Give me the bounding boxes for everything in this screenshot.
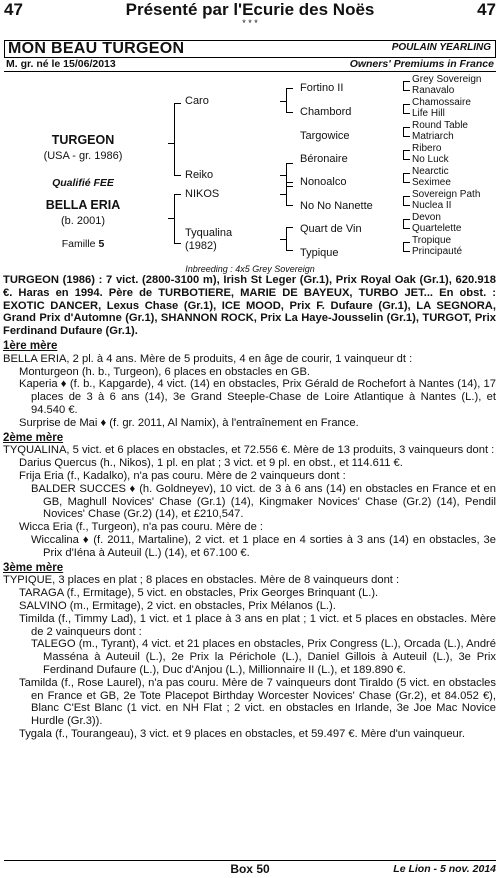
g4-name: Ribero <box>412 143 442 154</box>
g4-name: Quartelette <box>412 223 462 234</box>
g2-name: Caro <box>185 95 209 107</box>
g3-name: Chambord <box>300 106 352 118</box>
bracket <box>403 242 404 252</box>
horse-birth: M. gr. né le 15/06/2013 <box>6 58 116 70</box>
section-heading-2: 2ème mère <box>3 431 64 444</box>
bracket <box>174 194 175 244</box>
bracket <box>403 173 404 183</box>
bracket <box>403 81 404 91</box>
g4-name: Grey Sovereign <box>412 74 482 85</box>
g4-name: Principauté <box>412 246 463 257</box>
bracket <box>286 182 287 206</box>
sire-name: TURGEON <box>51 133 115 147</box>
bracket <box>403 104 404 114</box>
g4-name: Devon <box>412 212 441 223</box>
dam-origin: (b. 2001) <box>60 215 106 227</box>
g4-name: Matriarch <box>412 131 454 142</box>
page-number-right: 47 <box>477 0 496 19</box>
dam-line: TYPIQUE, 3 places en plat ; 8 places en obstacles. Mère de 8 vainqueurs dont : <box>3 574 400 587</box>
bracket <box>286 227 287 251</box>
g3-name: Béronaire <box>300 153 348 165</box>
produce-line: Wiccalina ♦ (f. 2011, Martaline), 2 vict. et 1 place en 4 sorties à 3 ans (14) en obstacles, 3e Prix d'Iéna à Auteuil (L.) (14), et 67.100 €. <box>31 533 496 559</box>
produce-line: TALEGO (m., Tyrant), 4 vict. et 21 places en obstacles, Prix Congress (L.), Orcada (L.), André Masséna à Auteuil (L.), 2e Prix la Périchole (L.), Daniel Gillois à Auteuil (L.), 3e Prix Ferdinand Dufaure (L.), Duc d'Anjou (L.), Millionnaire II (L.), et 189.890 €. <box>31 638 496 676</box>
g4-name: Nuclea II <box>412 200 452 211</box>
produce-line: Tamilda (f., Rose Laurel), n'a pas couru. Mère de 7 vainqueurs dont Tiraldo (5 vict. en obstacles en France et GB, 2e Tote Placepot Birthday Worcester Novices' Chase (Gr.2), et 84.052 €), Blanc C'Est Blanc (1 vict. en NH Flat ; 2 vict. en obstacles en Irlande, 3e Joe Mac Novice Hurdle (Gr.3)). <box>19 676 496 728</box>
horse-category: POULAIN YEARLING <box>391 42 491 53</box>
catalogue-text <box>3 274 496 741</box>
produce-line: TARAGA (f., Ermitage), 5 vict. en obstacles, Prix Georges Brinquant (L.). <box>19 587 379 600</box>
g3-name: Fortino II <box>300 82 344 94</box>
g2-year: (1982) <box>185 240 217 252</box>
owners-premiums: Owners' Premiums in France <box>349 58 494 70</box>
g4-name: Chamossaire <box>412 97 471 108</box>
sire-paragraph: TURGEON (1986) : 7 vict. (2800-3100 m), Irish St Leger (Gr.1), Prix Royal Oak (Gr.1), 620.918 €. Haras en 1994. Père de TURBOTIERE, MARIE DE BAYEUX, TURBO JET... En obst. : EXOTIC DANCER, Lexus Chase (Gr.1), ICE MOOD, Prix F. Dufaure (Gr.1), LA SEGNORA, Grand Prix d'Automne (Gr.1), SHANNON ROCK, Prix La Haye-Jousselin (Gr.1), TURGOT, Prix Ferdinand Dufaure (Gr.1). <box>3 274 496 338</box>
g4-name: Round Table <box>412 120 468 131</box>
produce-line: Wicca Eria (f., Turgeon), n'a pas couru. Mère de : <box>19 521 264 534</box>
g3-name: Targowice <box>300 130 350 142</box>
g4-name: Sovereign Path <box>412 189 481 200</box>
produce-line: Darius Quercus (h., Nikos), 1 pl. en plat ; 3 vict. et 9 pl. en obst., et 114.611 €. <box>19 457 403 470</box>
g4-name: Nearctic <box>412 166 449 177</box>
produce-line: Surprise de Mai ♦ (f. gr. 2011, Al Namix), à l'entraînement en France. <box>19 416 359 429</box>
sire-origin: (USA - gr. 1986) <box>43 150 123 162</box>
g4-name: No Luck <box>412 154 449 165</box>
g4-name: Tropique <box>412 235 452 246</box>
g4-name: Life Hill <box>412 108 445 119</box>
produce-line: Kaperia ♦ (f. b., Kapgarde), 4 vict. (14) en obstacles, Prix Gérald de Rochefort à Nantes (14), 17 places de 3 à 6 ans (14), 3e Grand Steeple-Chase de Loire Atlantique à Nantes (L.), et 94.540 €. <box>19 378 496 416</box>
horse-name: MON BEAU TURGEON <box>8 40 185 57</box>
g2-name: Tyqualina <box>185 227 233 239</box>
produce-line: SALVINO (m., Ermitage), 2 vict. en obstacles, Prix Mélanos (L.). <box>19 599 336 612</box>
inbreeding-note: Inbreeding : 4x5 Grey Sovereign <box>185 264 315 274</box>
g2-name: NIKOS <box>185 188 220 200</box>
g3-name: Nonoalco <box>300 176 347 188</box>
section-heading-1: 1ère mère <box>3 339 58 352</box>
header-stars: * * * <box>242 18 258 28</box>
sire-note: Qualifié FEE <box>52 177 114 189</box>
produce-line: BALDER SUCCES ♦ (h. Goldneyev), 10 vict. de 3 à 6 ans (14) en obstacles en France et en GB, Maghull Novices' Chase (Gr.1) (14), Kingmaker Novices' Chase (Gr.2) (14), Pendil Novices' Chase (Gr.2) (14), et £210,547. <box>31 482 496 521</box>
produce-line: Frija Eria (f., Kadalko), n'a pas couru. Mère de 2 vainqueurs dont : <box>19 469 346 482</box>
bracket <box>174 103 175 176</box>
g3-name: Typique <box>300 247 339 259</box>
dam-line: BELLA ERIA, 2 pl. à 4 ans. Mère de 5 produits, 4 en âge de courir, 1 vainqueur dt : <box>3 352 413 365</box>
bracket <box>403 127 404 137</box>
produce-line: Timilda (f., Timmy Lad), 1 vict. et 1 place à 3 ans en plat ; 1 vict. et 5 places en obstacles. Mère de 2 vainqueurs dont : <box>19 612 496 638</box>
dam-line: TYQUALINA, 5 vict. et 6 places en obstacles, et 72.556 €. Mère de 13 produits, 3 vainqueurs dont : <box>3 444 495 457</box>
dam-name: BELLA ERIA <box>45 198 121 212</box>
g4-name: Ranavalo <box>412 85 455 96</box>
g4-name: Seximee <box>412 177 451 188</box>
bracket <box>403 196 404 206</box>
g3-name: No No Nanette <box>300 200 373 212</box>
pedigree-chart <box>0 0 500 280</box>
bracket <box>403 150 404 160</box>
dam-family: Famille 5 <box>61 238 105 250</box>
page-number-left: 47 <box>4 0 23 19</box>
g2-name: Reiko <box>185 169 214 181</box>
produce-line: Tygala (f., Tourangeau), 3 vict. et 9 places en obstacles, et 59.497 €. Mère d'un vainqueur. <box>19 727 465 740</box>
bracket <box>403 219 404 229</box>
box-number: Box 50 <box>230 862 270 876</box>
bracket <box>286 88 287 113</box>
g3-name: Quart de Vin <box>300 223 362 235</box>
page-footer <box>4 860 496 875</box>
sale-date: Le Lion - 5 nov. 2014 <box>393 863 496 875</box>
produce-line: Monturgeon (h. b., Turgeon), 6 places en obstacles en GB. <box>19 365 311 378</box>
section-heading-3: 3ème mère <box>3 561 64 574</box>
page-title: Présenté par l'Ecurie des Noës <box>125 0 375 19</box>
